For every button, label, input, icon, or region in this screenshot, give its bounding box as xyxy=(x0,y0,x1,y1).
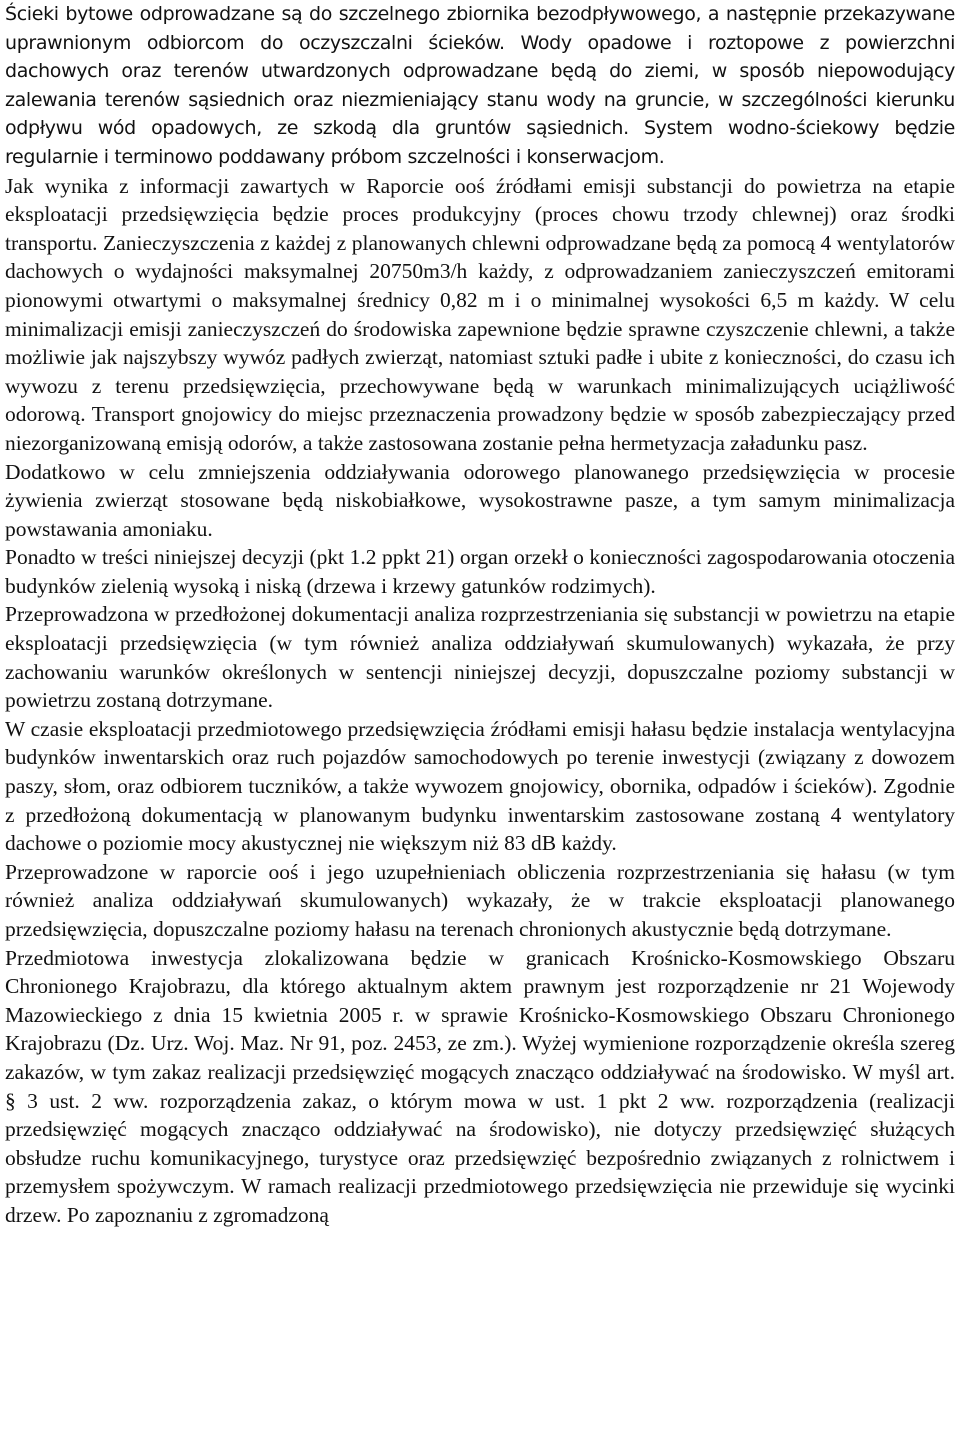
paragraph-noise-sources: W czasie eksploatacji przedmiotowego przedsięwzięcia źródłami emisji hałasu będzie instalacja wentylacyjna budynków inwentarskich oraz ruch pojazdów samochodowych po terenie inwestycji (związany z dowozem paszy, słom, oraz odbiorem tuczników, a także wywozem gnojowicy, obornika, odpadów i ścieków). Zgodnie z przedłożoną dokumentacją w planowanym budynku inwentarskim zastosowane zostaną 4 wentylatory dachowe o poziomie mocy akustycznej nie większym niż 83 dB każdy. xyxy=(5,716,955,856)
paragraph-sewage: Ścieki bytowe odprowadzane są do szczelnego zbiornika bezodpływowego, a następnie przekazywane uprawnionym odbiorcom do oczyszczalni ścieków. Wody opadowe i roztopowe z powierzchni dachowych oraz terenów utwardzonych odprowadzane będą do ziemi, w sposób niepowodujący zalewania terenów sąsiednich oraz niezmieniający stanu wody na gruncie, w szczególności kierunku odpływu wód opadowych, ze szkodą dla gruntów sąsiednich. System wodno-ściekowy będzie regularnie i terminowo poddawany próbom szczelności i konserwacjom. xyxy=(5,3,955,168)
paragraph-noise-analysis: Przeprowadzone w raporcie ooś i jego uzupełnieniach obliczenia rozprzestrzeniania się hałasu (w tym również analiza oddziaływań skumulowanych) wykazały, że w trakcie eksploatacji planowanego przedsięwzięcia, dopuszczalne poziomy hałasu na terenach chronionych akustycznie będą dotrzymane. xyxy=(5,859,955,941)
paragraph-air-emissions: Jak wynika z informacji zawartych w Raporcie ooś źródłami emisji substancji do powietrza na etapie eksploatacji przedsięwzięcia będzie proces produkcyjny (proces chowu trzody chlewnej) oraz środki transportu. Zanieczyszczenia z każdej z planowanych chlewni odprowadzane będą za pomocą 4 wentylatorów dachowych o wydajności maksymalnej 20750m3/h każdy, z odprowadzaniem zanieczyszczeń emitorami pionowymi otwartymi o maksymalnej średnicy 0,82 m i o minimalnej wysokości 6,5 m każdy. W celu minimalizacji emisji zanieczyszczeń do środowiska zapewnione będzie sprawne czyszczenie chlewni, a także możliwie jak najszybszy wywóz padłych zwierząt, natomiast sztuki padłe i ubite z konieczności, do czasu ich wywozu z terenu przedsięwzięcia, przechowywane będą w warunkach minimalizujących uciążliwość odorową. Transport gnojowicy do miejsc przeznaczenia prowadzony będzie w sposób zabezpieczający przed niezorganizowaną emisją odorów, a także zastosowana zostanie pełna hermetyzacja załadunku pasz. xyxy=(5,173,955,455)
paragraph-air-analysis: Przeprowadzona w przedłożonej dokumentacji analiza rozprzestrzeniania się substancji w powietrzu na etapie eksploatacji przedsięwzięcia (w tym również analiza oddziaływań skumulowanych) wykazała, że przy zachowaniu warunków określonych w sentencji niniejszej decyzji, dopuszczalne poziomy substancji w powietrzu zostaną dotrzymane. xyxy=(5,602,955,713)
paragraph-greenery: Ponadto w treści niniejszej decyzji (pkt 1.2 ppkt 21) organ orzekł o konieczności zagospodarowania otoczenia budynków zielenią wysoką i niską (drzewa i krzewy gatunków rodzimych). xyxy=(5,545,955,598)
paragraph-odour-feeding: Dodatkowo w celu zmniejszenia oddziaływania odorowego planowanego przedsięwzięcia w procesie żywienia zwierząt stosowane będą niskobiałkowe, wysokostrawne pasze, a tym samym minimalizacja powstawania amoniaku. xyxy=(5,459,955,541)
paragraph-protected-landscape: Przedmiotowa inwestycja zlokalizowana będzie w granicach Krośnicko-Kosmowskiego Obszaru Chronionego Krajobrazu, dla którego aktualnym aktem prawnym jest rozporządzenie nr 21 Wojewody Mazowieckiego z dnia 15 kwietnia 2005 r. w sprawie Krośnicko-Kosmowskiego Obszaru Chronionego Krajobrazu (Dz. Urz. Woj. Maz. Nr 91, poz. 2453, ze zm.). Wyżej wymienione rozporządzenie określa szereg zakazów, w tym zakaz realizacji przedsięwzięć mogących znacząco oddziaływać na środowisko. W myśl art. § 3 ust. 2 ww. rozporządzenia zakaz, o którym mowa w ust. 1 pkt 2 ww. rozporządzenia (realizacji przedsięwzięć mogących znacząco oddziaływać na środowisko), nie dotyczy przedsięwzięć służących obsłudze ruchu komunikacyjnego, turystyce oraz przedsięwzięć bezpośrednio związanych z rolnictwem i przemysłem spożywczym. W ramach realizacji przedmiotowego przedsięwzięcia nie przewiduje się wycinki drzew. Po zapoznaniu z zgromadzoną xyxy=(5,945,955,1227)
